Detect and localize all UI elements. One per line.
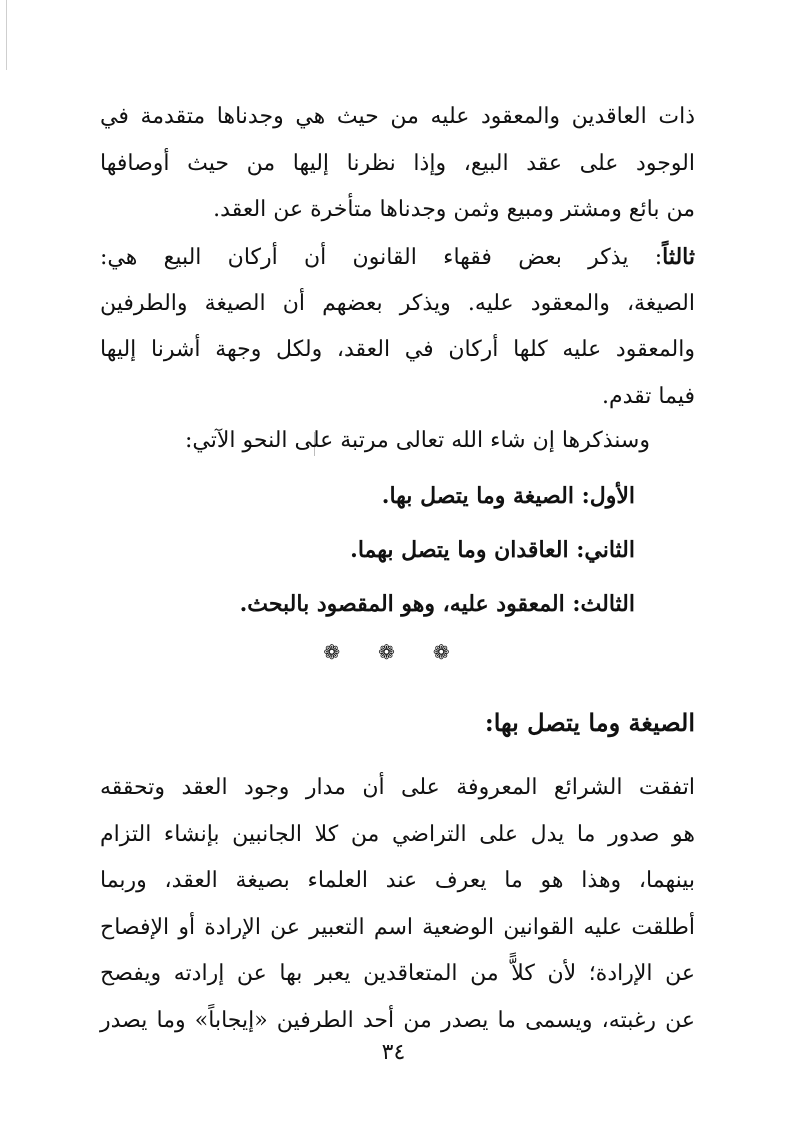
section-heading: الصيغة وما يتصل بها: — [484, 708, 695, 737]
list-item — [240, 470, 635, 524]
paragraph-2 — [100, 234, 695, 420]
paragraph-2-line-2: الصيغة، والمعقود عليه. ويذكر بعضهم أن الصيغة والطرفين — [100, 290, 695, 316]
page-number: ٣٤ — [381, 1040, 406, 1065]
list-item-text: الصيغة وما يتصل بها. — [381, 483, 574, 509]
paragraph-2-line-1 — [100, 234, 695, 281]
paragraph-2-line-4: فيما تقدم. — [602, 383, 695, 409]
paragraph-1-line-3: من بائع ومشتر ومبيع وثمن وجدناها متأخرة عن العقد. — [213, 197, 695, 222]
list-item-label: الثاني: — [576, 537, 635, 563]
scan-edge-line — [6, 0, 7, 70]
paragraph-3-line-3: بينهما، وهذا هو ما يعرف عند العلماء بصيغة العقد، وربما — [100, 868, 695, 893]
items-list — [240, 470, 635, 632]
intro-line — [140, 418, 650, 465]
flower-ornament-icon: ❁ — [432, 640, 476, 664]
paragraph-1-line-2: الوجود على عقد البيع، وإذا نظرنا إليها من حيث أوصافها — [100, 150, 695, 176]
paragraph-3-line-5: عن الإرادة؛ لأن كلاًّ من المتعاقدين يعبر بها عن إرادته ويفصح — [100, 961, 695, 986]
list-item-text: المعقود عليه، وهو المقصود بالبحث. — [239, 591, 565, 617]
paragraph-2-line-1-text: : يذكر بعض فقهاء القانون أن أركان البيع هي: — [100, 245, 663, 270]
list-item-label: الأول: — [581, 483, 635, 509]
paragraph-3-line-6: عن رغبته، ويسمى ما يصدر من أحد الطرفين «إيجاباً» وما يصدر — [100, 1007, 695, 1033]
list-item — [240, 578, 635, 632]
section-divider — [0, 640, 787, 664]
list-item — [240, 524, 635, 578]
paragraph-1 — [100, 94, 695, 234]
paragraph-3 — [100, 765, 695, 1044]
paragraph-3-line-2: هو صدور ما يدل على التراضي من كلا الجانبين بإنشاء التزام — [100, 821, 695, 847]
paragraph-1-line-1: ذات العاقدين والمعقود عليه من حيث هي وجدناها متقدمة في — [100, 104, 695, 129]
paragraph-2-lead: ثالثاً — [662, 244, 695, 270]
intro-text: وسنذكرها إن شاء الله تعالى مرتبة على النحو الآتي: — [184, 428, 650, 453]
paragraph-3-line-1: اتفقت الشرائع المعروفة على أن مدار وجود العقد وتحققه — [100, 775, 695, 800]
list-item-text: العاقدان وما يتصل بهما. — [350, 537, 569, 563]
paragraph-3-line-4: أطلقت عليه القوانين الوضعية اسم التعبير عن الإرادة أو الإفصاح — [100, 914, 695, 940]
list-item-label: الثالث: — [572, 591, 635, 617]
paragraph-2-line-3: والمعقود عليه كلها أركان في العقد، ولكل وجهة أشرنا إليها — [100, 337, 695, 362]
flower-ornament-icon: ❁ — [378, 640, 421, 664]
flower-ornament-icon: ❁ — [323, 640, 367, 664]
